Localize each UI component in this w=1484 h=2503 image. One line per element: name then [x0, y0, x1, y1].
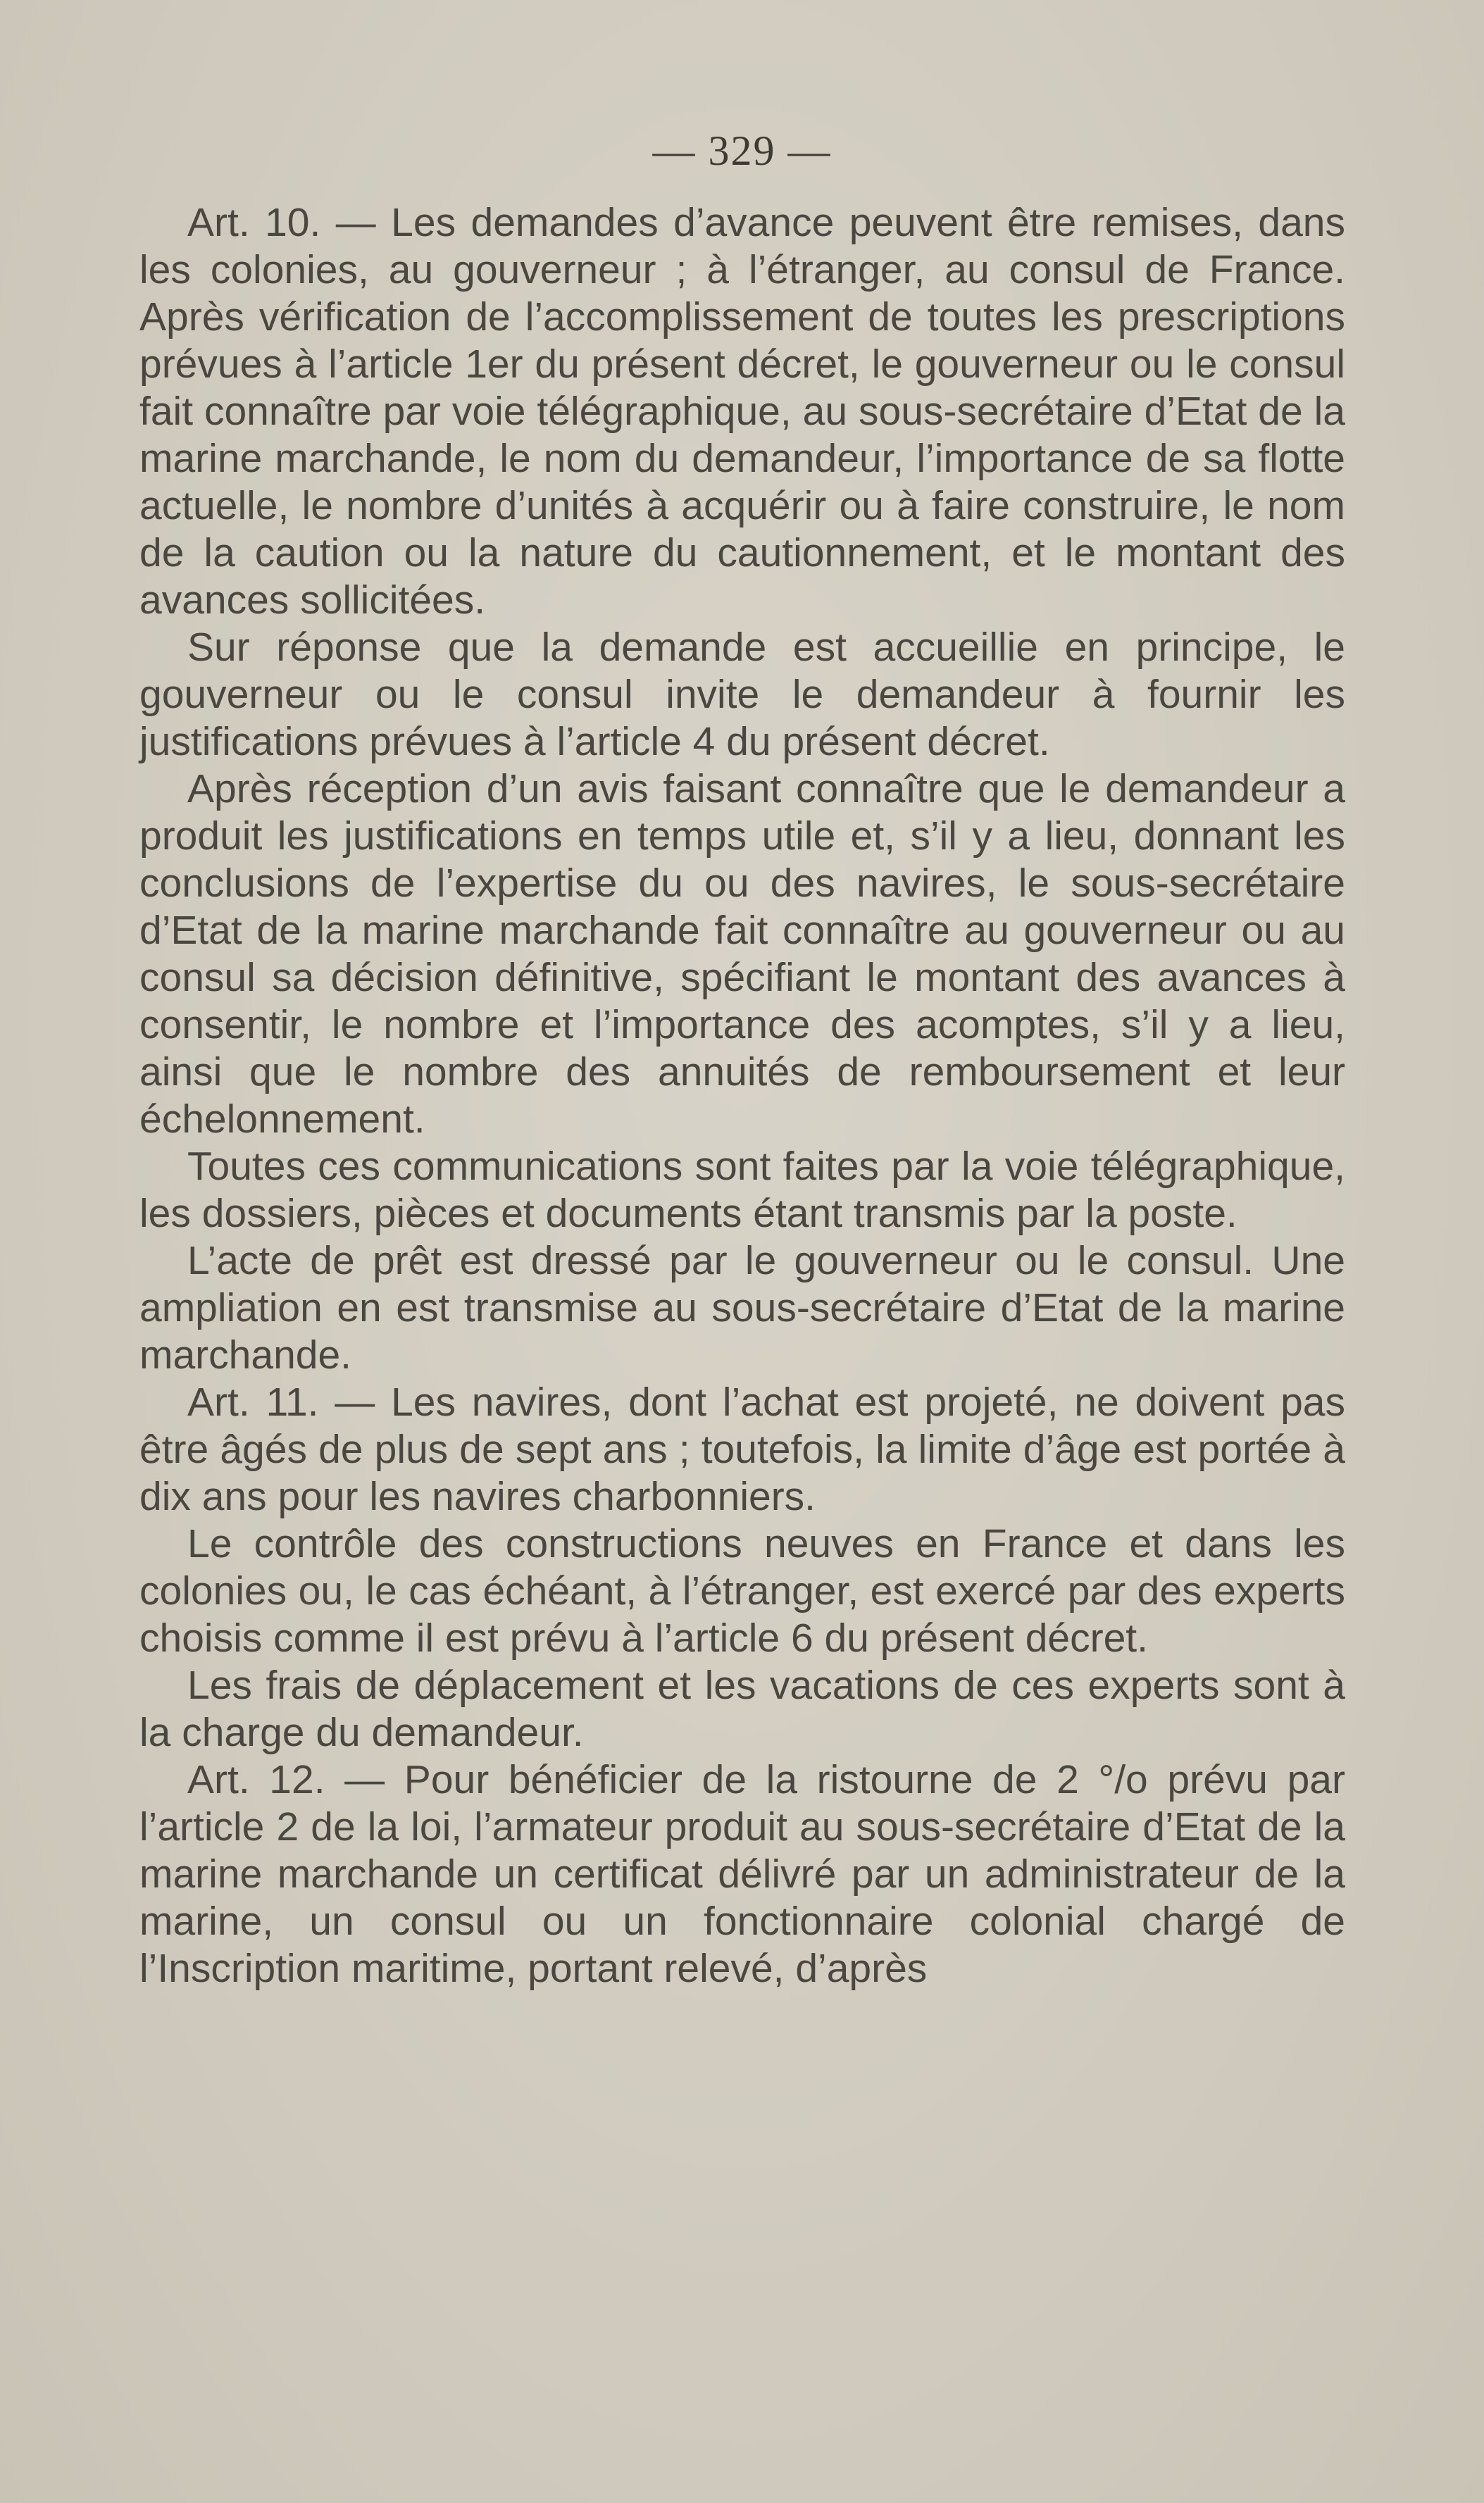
- paragraph-art10-response: Sur réponse que la demande est accueillie en principe, le gouverneur ou le consul invite le demandeur à fournir les justifications prévues à l’article 4 du présent décret.: [139, 625, 1345, 764]
- paragraph-art11-age-limit: Art. 11. — Les navires, dont l’achat est projeté, ne doivent pas être âgés de plus de sept ans ; toutefois, la limite d’âge est portée à dix ans pour les navires charbonniers.: [139, 1380, 1345, 1519]
- paragraph-art10-decision: Après réception d’un avis faisant connaître que le demandeur a produit les justifications en temps utile et, s’il y a lieu, donnant les conclusions de l’expertise du ou des navires, le sous-secrétaire d’Etat de la marine marchande fait connaître au gouverneur ou au consul sa décision définitive, spécifiant le montant des avances à consentir, le nombre et l’importance des acomptes, s’il y a lieu, ainsi que le nombre des annuités de remboursement et leur échelonnement.: [139, 766, 1345, 1142]
- paragraph-art10-loan-act: L’acte de prêt est dressé par le gouverneur ou le consul. Une ampliation en est transmise au sous-secrétaire d’Etat de la marine marchande.: [139, 1238, 1345, 1378]
- paragraph-art11-fees: Les frais de déplacement et les vacations de ces experts sont à la charge du demandeur.: [139, 1663, 1345, 1755]
- paragraph-art10-request: Art. 10. — Les demandes d’avance peuvent être remises, dans les colonies, au gouverneur ; à l’étranger, au consul de France. Après vérification de l’accomplissement de toutes les prescriptions prévues à l’article 1er du présent décret, le gouverneur ou le consul fait connaître par voie télégraphique, au sous-secrétaire d’Etat de la marine marchande, le nom du demandeur, l’importance de sa flotte actuelle, le nombre d’unités à acquérir ou à faire construire, le nom de la caution ou la nature du cautionnement, et le montant des avances sollicitées.: [139, 200, 1345, 623]
- page-number: — 329 —: [652, 127, 832, 174]
- paragraph-art12-rebate: Art. 12. — Pour bénéficier de la ristourne de 2 °/o prévu par l’article 2 de la loi, l’armateur produit au sous-secrétaire d’Etat de la marine marchande un certificat délivré par un administrateur de la marine, un consul ou un fonctionnaire colonial chargé de l’Inscription maritime, portant relevé, d’après: [139, 1757, 1345, 1991]
- paragraph-art10-communications: Toutes ces communications sont faites par la voie télégraphique, les dossiers, pièces et documents étant transmis par la poste.: [139, 1144, 1345, 1236]
- body-text: [139, 199, 1345, 1992]
- paragraph-art11-control: Le contrôle des constructions neuves en France et dans les colonies ou, le cas échéant, à l’étranger, est exercé par des experts choisis comme il est prévu à l’article 6 du présent décret.: [139, 1521, 1345, 1661]
